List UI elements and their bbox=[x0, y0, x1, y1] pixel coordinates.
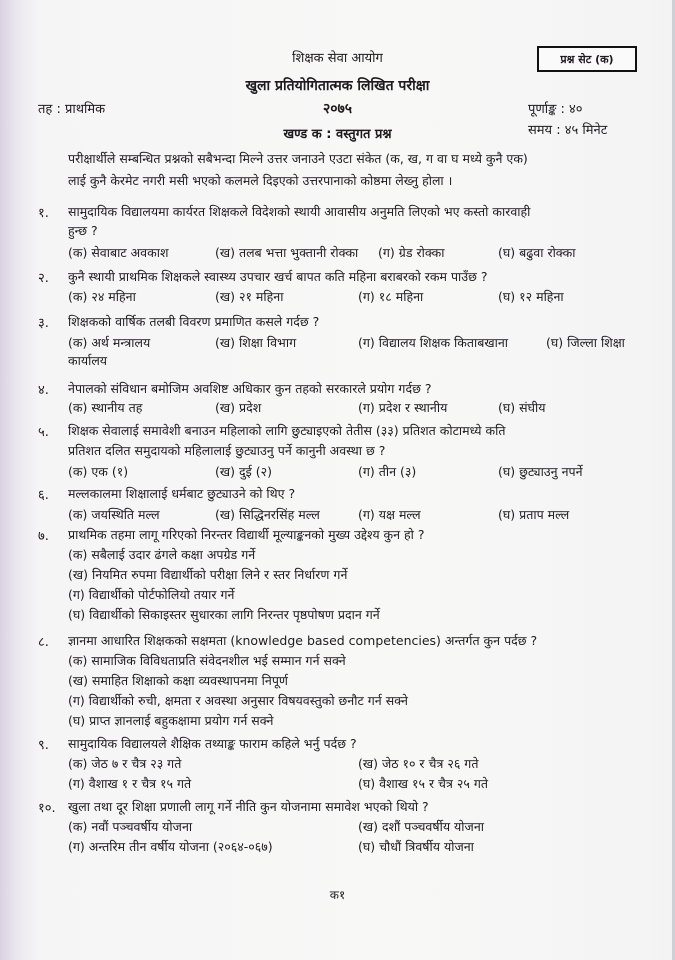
option-b: (ख) प्रदेश bbox=[215, 400, 262, 415]
option-c: (ग) प्रदेश र स्थानीय bbox=[358, 400, 448, 415]
question-text-cont: प्रतिशत दलित समुदायको महिलालाई छुट्याउनु पर्ने कानुनी अवस्था छ ? bbox=[68, 443, 386, 458]
option-b: (ख) सिद्धिनरसिंह मल्ल bbox=[215, 507, 320, 522]
instructions-line-2: लाई कुनै केरमेट नगरी मसी भएको कलमले दिइएको उत्तरपानाको कोष्ठमा लेख्नु होला । bbox=[68, 173, 453, 188]
question-number: ६. bbox=[38, 488, 49, 503]
option-a: (क) सबैलाई उदार ढंगले कक्षा अपग्रेड गर्ने bbox=[68, 547, 256, 562]
question-text: खुला तथा दूर शिक्षा प्रणाली लागू गर्ने नीति कुन योजनामा समावेश भएको थियो ? bbox=[68, 799, 429, 814]
option-c: (ग) विद्यालय शिक्षक किताबखाना bbox=[358, 335, 509, 350]
time-allowed: समय : ४५ मिनेट bbox=[528, 123, 608, 138]
question-set-box bbox=[537, 46, 637, 72]
option-d: (घ) जिल्ला शिक्षा bbox=[546, 335, 625, 350]
question-number: १०. bbox=[38, 801, 56, 816]
option-a: (क) २४ महिना bbox=[68, 289, 136, 304]
exam-title: खुला प्रतियोगितात्मक लिखित परीक्षा bbox=[245, 78, 430, 94]
question-text: नेपालको संविधान बमोजिम अवशिष्ट अधिकार कुन तहको सरकारले प्रयोग गर्दछ ? bbox=[68, 381, 432, 396]
option-c: (ग) विद्यार्थीको रुची, क्षमता र अवस्था अनुसार विषयवस्तुको छनौट गर्न सक्ने bbox=[68, 693, 408, 708]
full-marks: पूर्णाङ्क : ४० bbox=[528, 102, 583, 117]
option-d: (घ) प्रताप मल्ल bbox=[498, 507, 570, 522]
question-text: सामुदायिक विद्यालयले शैक्षिक तथ्याङ्क फाराम कहिले भर्नु पर्दछ ? bbox=[68, 736, 357, 751]
option-b: (ख) २१ महिना bbox=[215, 289, 284, 304]
option-b: (ख) जेठ १० र चैत्र २६ गते bbox=[358, 756, 479, 771]
exam-year: २०७५ bbox=[322, 101, 353, 117]
question-number: ५. bbox=[38, 425, 49, 440]
question-text: कुनै स्थायी प्राथमिक शिक्षकले स्वास्थ्य उपचार खर्च बापत कति महिना बराबरको रकम पाउँछ ? bbox=[68, 269, 488, 284]
option-c: (ग) तीन (३) bbox=[358, 464, 417, 479]
question-number: ९. bbox=[38, 738, 49, 753]
instructions-line-1: परीक्षार्थीले सम्बन्धित प्रश्नको सबैभन्दा मिल्ने उत्तर जनाउने एउटा संकेत (क, ख, ग वा घ मध्ये कुनै एक) bbox=[68, 151, 528, 166]
option-a: (क) एक (१) bbox=[68, 464, 129, 479]
option-d: (घ) संघीय bbox=[498, 400, 546, 415]
question-text: सामुदायिक विद्यालयमा कार्यरत शिक्षकले विदेशको स्थायी आवासीय अनुमति लिएको भए कस्तो कारवाही bbox=[68, 204, 531, 219]
option-a: (क) अर्थ मन्त्रालय bbox=[68, 335, 151, 350]
option-a: (क) जेठ ७ र चैत्र २३ गते bbox=[68, 756, 182, 771]
option-a: (क) सेवाबाट अवकाश bbox=[68, 245, 169, 260]
option-a: (क) नवौं पञ्चवर्षीय योजना bbox=[68, 819, 193, 834]
option-d: (घ) प्राप्त ज्ञानलाई बहुकक्षामा प्रयोग गर्न सक्ने bbox=[68, 713, 274, 728]
option-c: (ग) वैशाख १ र चैत्र १५ गते bbox=[68, 776, 192, 791]
question-set-label: प्रश्न सेट (क) bbox=[560, 52, 614, 66]
question-text: ज्ञानमा आधारित शिक्षकको सक्षमता (knowledge based competencies) अन्तर्गत कुन पर्दछ ? bbox=[68, 633, 538, 648]
question-text-cont: हुन्छ ? bbox=[68, 223, 98, 238]
option-d: (घ) चौधौं त्रिवर्षीय योजना bbox=[358, 839, 474, 854]
question-number: २. bbox=[38, 271, 49, 286]
organization-title: शिक्षक सेवा आयोग bbox=[292, 51, 383, 66]
option-c: (ग) यक्ष मल्ल bbox=[358, 507, 421, 522]
option-b: (ख) दशौं पञ्चवर्षीय योजना bbox=[358, 819, 484, 834]
question-text: मल्लकालमा शिक्षालाई धर्मबाट छुट्याउने को थिए ? bbox=[68, 486, 296, 501]
question-number: १. bbox=[38, 206, 49, 221]
question-number: ८. bbox=[38, 635, 49, 650]
option-b: (ख) दुई (२) bbox=[215, 464, 272, 479]
option-b: (ख) तलब भत्ता भुक्तानी रोक्का bbox=[215, 245, 359, 260]
option-a: (क) जयस्थिति मल्ल bbox=[68, 507, 160, 522]
option-d: (घ) १२ महिना bbox=[498, 289, 564, 304]
section-title: खण्ड क : वस्तुगत प्रश्न bbox=[283, 127, 392, 142]
page-number: क१ bbox=[329, 888, 346, 902]
option-d: (घ) छुट्याउनु नपर्ने bbox=[498, 464, 583, 479]
option-b: (ख) नियमित रुपमा विद्यार्थीको परीक्षा लिने र स्तर निर्धारण गर्ने bbox=[68, 567, 348, 582]
option-d: (घ) वैशाख १५ र चैत्र २५ गते bbox=[358, 776, 489, 791]
question-number: ४. bbox=[38, 383, 49, 398]
option-b: (ख) शिक्षा विभाग bbox=[215, 335, 297, 350]
question-text: शिक्षकको वार्षिक तलबी विवरण प्रमाणित कसले गर्दछ ? bbox=[68, 314, 320, 329]
option-a: (क) सामाजिक विविधताप्रति संवेदनशील भई सम्मान गर्न सक्ने bbox=[68, 653, 346, 668]
option-c: (ग) १८ महिना bbox=[358, 289, 424, 304]
question-text: प्राथमिक तहमा लागू गरिएको निरन्तर विद्यार्थी मूल्याङ्कनको मुख्य उद्देश्य कुन हो ? bbox=[68, 527, 425, 542]
option-c: (ग) ग्रेड रोक्का bbox=[378, 245, 445, 260]
option-d: (घ) विद्यार्थीको सिकाइस्तर सुधारका लागि निरन्तर पृष्ठपोषण प्रदान गर्ने bbox=[68, 607, 380, 622]
level-label: तह : प्राथमिक bbox=[38, 102, 106, 117]
option-c: (ग) अन्तरिम तीन वर्षीय योजना (२०६४-०६७) bbox=[68, 839, 273, 854]
question-number: ७. bbox=[38, 529, 49, 544]
option-d: (घ) बढुवा रोक्का bbox=[498, 245, 576, 260]
option-a: (क) स्थानीय तह bbox=[68, 400, 143, 415]
question-number: ३. bbox=[38, 316, 49, 331]
option-b: (ख) समाहित शिक्षाको कक्षा व्यवस्थापनमा निपूर्ण bbox=[68, 673, 288, 688]
option-d-cont: कार्यालय bbox=[68, 353, 108, 368]
question-text: शिक्षक सेवालाई समावेशी बनाउन महिलाको लागि छुट्याइएको तेतीस (३३) प्रतिशत कोटामध्ये कति bbox=[68, 423, 506, 438]
option-c: (ग) विद्यार्थीको पोर्टफोलियो तयार गर्ने bbox=[68, 587, 235, 602]
